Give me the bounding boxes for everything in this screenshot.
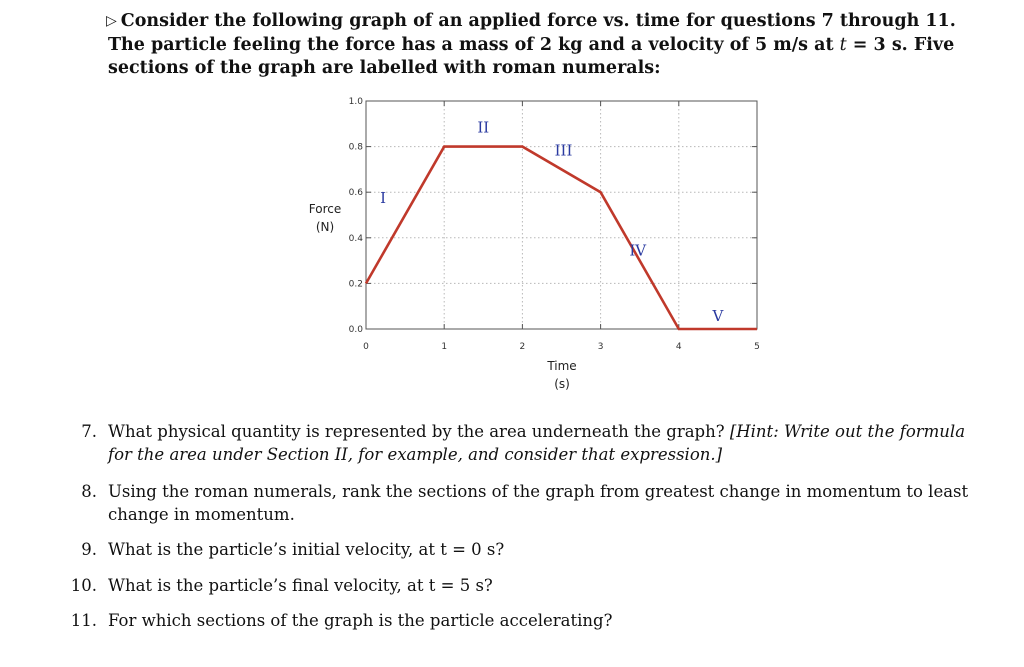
question-text: For which sections of the graph is the particle accelerating? xyxy=(108,611,613,630)
intro-math-t: t xyxy=(839,35,847,55)
triangle-marker-icon: ▷ xyxy=(106,13,117,29)
x-axis-label-line2: (s) xyxy=(554,377,570,391)
question-number: 8. xyxy=(81,482,97,501)
y-axis-label-line1: Force xyxy=(308,202,342,216)
x-tick-label: 5 xyxy=(754,342,760,352)
question-text xyxy=(108,420,988,466)
question-number: 7. xyxy=(81,422,97,441)
question-text: Using the roman numerals, rank the sections of the graph from greatest change in momentum to least change in momentum. xyxy=(108,482,969,524)
section-label-IV: IV xyxy=(629,241,647,260)
y-tick-label: 0.8 xyxy=(348,142,363,153)
question-text: What is the particle’s initial velocity, at t = 0 s? xyxy=(108,540,505,559)
chart-grid xyxy=(366,101,757,329)
section-label-III: III xyxy=(554,141,573,160)
question-number: 11. xyxy=(70,611,97,630)
x-axis-label-line1: Time xyxy=(547,359,577,373)
x-tick-label: 3 xyxy=(597,342,604,352)
question-text: What is the particle’s final velocity, at t = 5 s? xyxy=(108,576,493,595)
chart-ticks xyxy=(366,101,757,329)
section-label-I: I xyxy=(380,189,387,207)
x-tick-label: 1 xyxy=(441,342,448,352)
question-text-main: What physical quantity is represented by the area underneath the graph? xyxy=(108,422,730,441)
y-tick-label: 0.2 xyxy=(348,279,363,290)
intro-text-part1: Consider the following graph of an applied force vs. time for questions 7 through 11. The particle feeling the force has a mass of 2 kg and a velocity of 5 m/s at xyxy=(108,11,956,55)
question-number: 10. xyxy=(70,576,97,595)
section-label-II: II xyxy=(477,118,490,137)
section-label-V: V xyxy=(712,307,724,325)
intro-paragraph xyxy=(108,10,978,80)
chart-tick-labels xyxy=(349,97,760,352)
x-tick-label: 0 xyxy=(363,342,369,352)
y-tick-label: 0.0 xyxy=(348,325,363,335)
intro-text-part2: = 3 s. Five sections of the graph are labelled with roman numerals: xyxy=(108,35,955,78)
y-axis-label-line2: (N) xyxy=(315,220,335,234)
y-tick-label: 1.0 xyxy=(348,97,363,107)
x-tick-label: 4 xyxy=(675,342,682,352)
x-tick-label: 2 xyxy=(519,342,526,352)
question-hint: [Hint: Write out the formula for the area under Section II, for example, and consider that expression.] xyxy=(108,422,966,464)
y-tick-label: 0.6 xyxy=(348,188,363,199)
question-number: 9. xyxy=(81,540,97,559)
chart-section-labels xyxy=(380,119,724,325)
y-tick-label: 0.4 xyxy=(348,233,363,244)
chart-frame xyxy=(366,101,757,329)
